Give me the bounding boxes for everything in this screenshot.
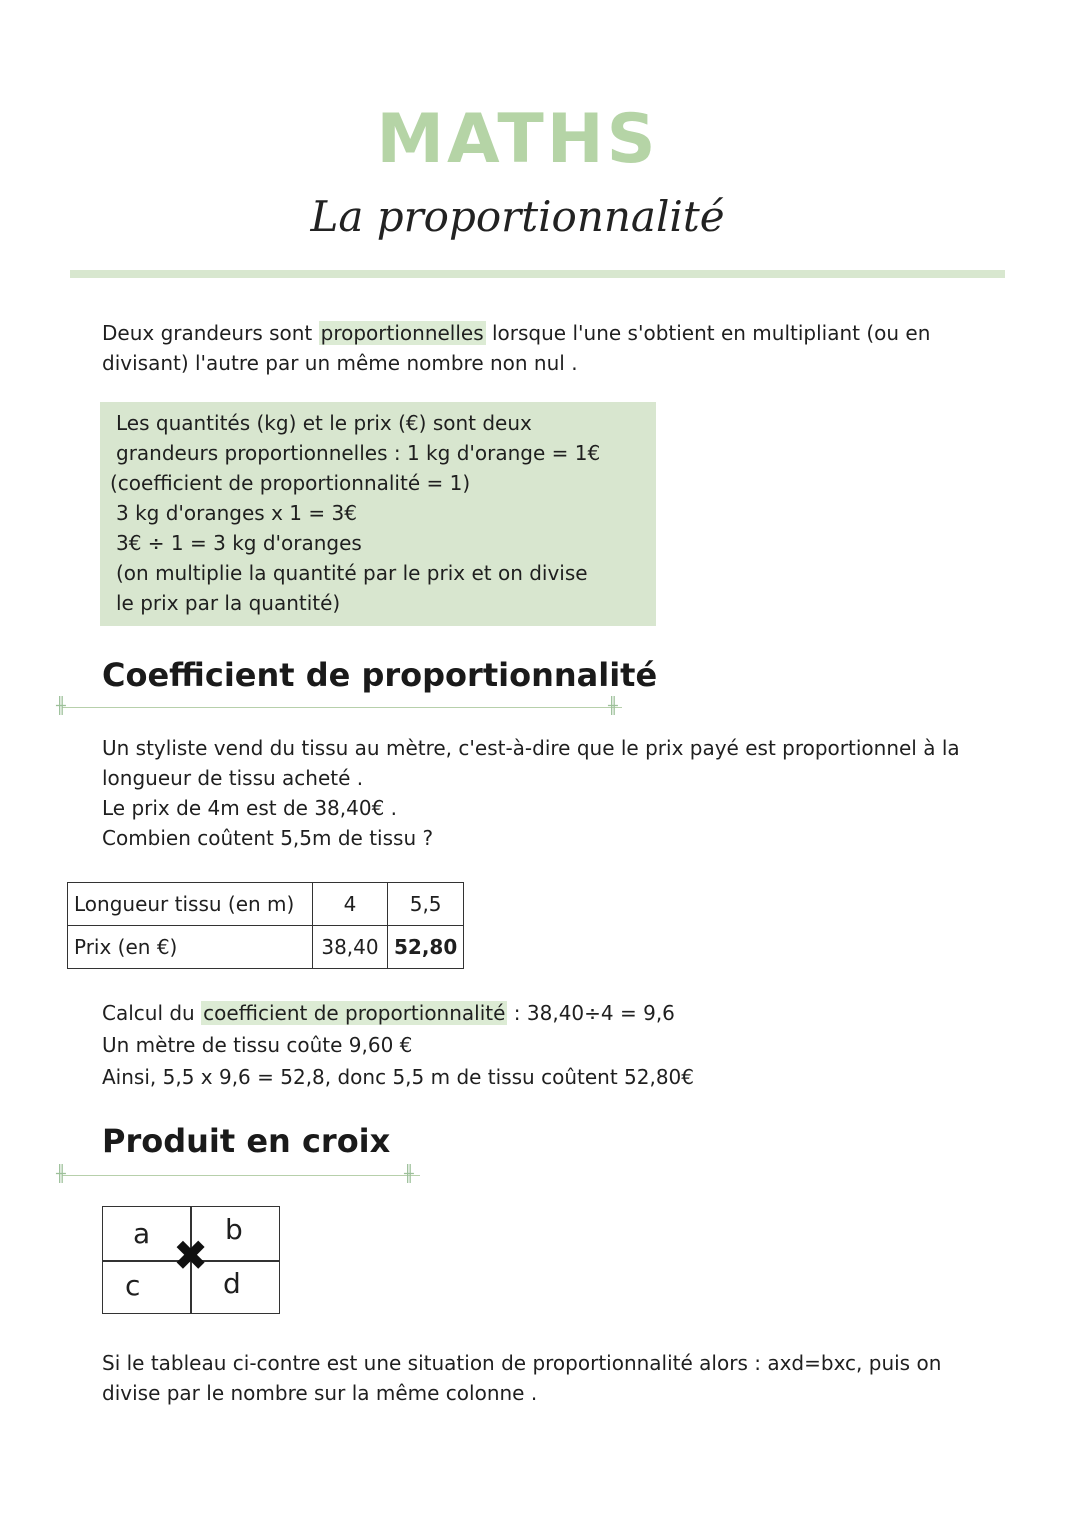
- definition-text-1: Deux grandeurs sont: [102, 321, 319, 345]
- page-subtitle: La proportionnalité: [310, 192, 725, 241]
- section-heading-cross-product: Produit en croix: [102, 1122, 391, 1160]
- cell-b: b: [225, 1213, 243, 1246]
- table-cell: 4: [313, 883, 388, 926]
- table-cell: 38,40: [313, 926, 388, 969]
- table-row: [68, 883, 464, 926]
- calculation-paragraph: [102, 998, 1002, 1092]
- example-line: Les quantités (kg) et le prix (€) sont deux: [116, 411, 532, 435]
- section-underline: [62, 707, 622, 708]
- title-divider: [70, 270, 1005, 278]
- explanation-line: Si le tableau ci-contre est une situation de proportionnalité alors : axd=bxc, puis on: [102, 1351, 942, 1375]
- definition-paragraph: [102, 318, 982, 378]
- example-box: [100, 402, 656, 626]
- rule-tick: ╫: [56, 696, 66, 715]
- rule-tick: ╫: [56, 1164, 66, 1183]
- cell-c: c: [125, 1269, 141, 1302]
- definition-text-2: lorsque l'une s'obtient en multipliant (ou en: [485, 321, 931, 345]
- page-title: MATHS: [376, 100, 659, 179]
- example-line: grandeurs proportionnelles : 1 kg d'orange = 1€: [116, 441, 601, 465]
- example-line: le prix par la quantité): [116, 591, 341, 615]
- rule-tick: ╫: [404, 1164, 414, 1183]
- problem-line: longueur de tissu acheté .: [102, 766, 364, 790]
- table-cell-answer: 52,80: [388, 926, 464, 969]
- calc-text-1: Calcul du: [102, 1001, 202, 1025]
- example-line: (on multiplie la quantité par le prix et on divise: [116, 561, 588, 585]
- calc-line-2: Un mètre de tissu coûte 9,60 €: [102, 1033, 413, 1057]
- calc-text-2: : 38,40÷4 = 9,6: [507, 1001, 675, 1025]
- example-line: 3€ ÷ 1 = 3 kg d'oranges: [116, 531, 362, 555]
- calc-highlight: coefficient de proportionnalité: [203, 1001, 506, 1025]
- explanation-line: divise par le nombre sur la même colonne .: [102, 1381, 538, 1405]
- table-cell: 5,5: [388, 883, 464, 926]
- example-line: 3 kg d'oranges x 1 = 3€: [116, 501, 357, 525]
- data-table: [67, 882, 464, 969]
- rule-tick: ╫: [608, 696, 618, 715]
- problem-line: Le prix de 4m est de 38,40€ .: [102, 796, 398, 820]
- section-underline: [62, 1175, 420, 1176]
- cell-d: d: [223, 1267, 241, 1300]
- definition-highlight: proportionnelles: [320, 321, 484, 345]
- table-cell-label: Prix (en €): [68, 926, 313, 969]
- table-cell-label: Longueur tissu (en m): [68, 883, 313, 926]
- example-line: (coefficient de proportionnalité = 1): [110, 471, 471, 495]
- cross-product-table: [102, 1206, 280, 1314]
- section-heading-coefficient: Coefficient de proportionnalité: [102, 656, 658, 694]
- explanation-paragraph: [102, 1348, 1002, 1408]
- definition-line-2: divisant) l'autre par un même nombre non nul .: [102, 351, 578, 375]
- problem-paragraph: [102, 733, 1002, 853]
- problem-line: Combien coûtent 5,5m de tissu ?: [102, 826, 434, 850]
- calc-line-3: Ainsi, 5,5 x 9,6 = 52,8, donc 5,5 m de tissu coûtent 52,80€: [102, 1065, 694, 1089]
- problem-line: Un styliste vend du tissu au mètre, c'est-à-dire que le prix payé est proportionnel à la: [102, 736, 960, 760]
- cell-a: a: [133, 1217, 151, 1250]
- cross-icon: ✖: [173, 1231, 209, 1280]
- table-row: [68, 926, 464, 969]
